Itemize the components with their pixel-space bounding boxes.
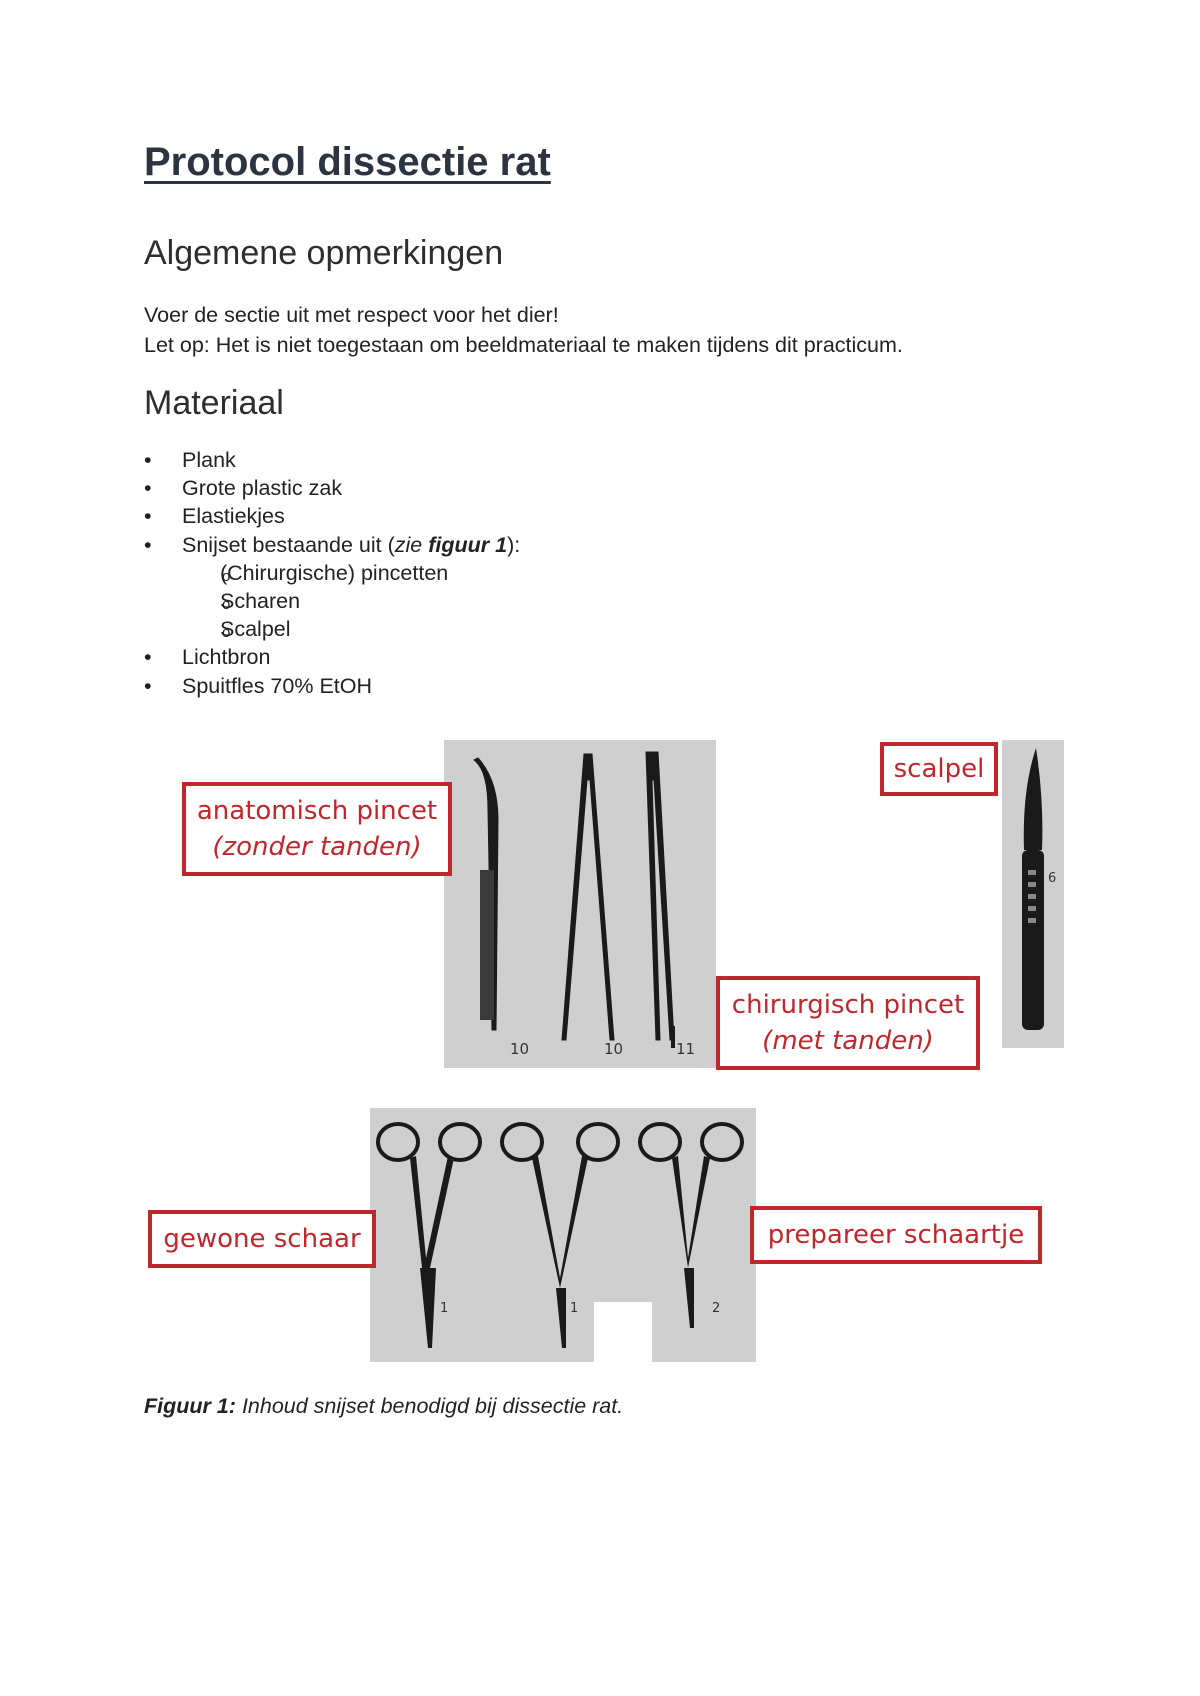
section-heading-algemene: Algemene opmerkingen [144, 234, 504, 272]
snijset-ref-figuur: figuur 1 [428, 532, 508, 557]
scalpel-illustration [1002, 740, 1064, 1048]
scissors-number-1: 1 [440, 1301, 449, 1316]
figure-caption [144, 1394, 623, 1419]
sub-list-item: o Scalpel [182, 615, 520, 643]
sub-list-item: o Scharen [182, 587, 520, 615]
page-title: Protocol dissectie rat [144, 140, 551, 184]
scissors-illustration [370, 1108, 756, 1362]
forceps-illustration [444, 740, 716, 1068]
remark-line-2: Let op: Het is niet toegestaan om beeldmateriaal te maken tijdens dit practicum. [144, 333, 903, 357]
section-heading-materiaal: Materiaal [144, 384, 284, 422]
label-prepareer-text: prepareer schaartje [767, 1220, 1025, 1250]
scissors-photo [370, 1108, 756, 1362]
forceps-number-1: 10 [510, 1040, 530, 1058]
caption-label: Figuur 1: [144, 1394, 236, 1418]
label-gewone-text: gewone schaar [163, 1224, 361, 1254]
list-item: • Lichtbron [144, 643, 520, 671]
forceps-number-2: 10 [604, 1040, 624, 1058]
scissors-number-3: 2 [712, 1301, 721, 1316]
list-item: • Plank [144, 446, 520, 474]
list-item: • Grote plastic zak [144, 474, 520, 502]
caption-text: Inhoud snijset benodigd bij dissectie rat. [235, 1394, 624, 1418]
list-item: • Elastiekjes [144, 502, 520, 530]
scissors-number-2: 1 [570, 1301, 579, 1316]
label-scalpel-text: scalpel [893, 754, 985, 784]
scalpel-number: 6 [1048, 871, 1057, 886]
scalpel-photo [1002, 740, 1064, 1048]
label-chirurgisch-line1: chirurgisch pincet [731, 990, 965, 1020]
label-gewone-schaar [148, 1210, 376, 1268]
sub-list-item: o (Chirurgische) pincetten [182, 559, 520, 587]
label-prepareer-schaartje [750, 1206, 1042, 1264]
snijset-ref-zie: zie [394, 532, 429, 557]
material-list [144, 446, 520, 700]
snijset-suffix: ): [507, 532, 521, 557]
label-anatomisch-pincet [182, 782, 452, 876]
remark-line-1: Voer de sectie uit met respect voor het dier! [144, 303, 559, 327]
forceps-photo [444, 740, 716, 1068]
label-chirurgisch-pincet [716, 976, 980, 1070]
snijset-sublist [182, 559, 520, 644]
forceps-number-3: 11 [676, 1040, 696, 1058]
list-item: • Spuitfles 70% EtOH [144, 672, 520, 700]
label-anatomisch-line1: anatomisch pincet [196, 796, 438, 826]
list-item-snijset [144, 531, 520, 644]
label-scalpel [880, 742, 998, 796]
general-remarks [144, 300, 903, 360]
label-anatomisch-line2: (zonder tanden) [212, 832, 422, 862]
snijset-prefix: Snijset bestaande uit ( [182, 532, 395, 557]
label-chirurgisch-line2: (met tanden) [762, 1026, 934, 1056]
